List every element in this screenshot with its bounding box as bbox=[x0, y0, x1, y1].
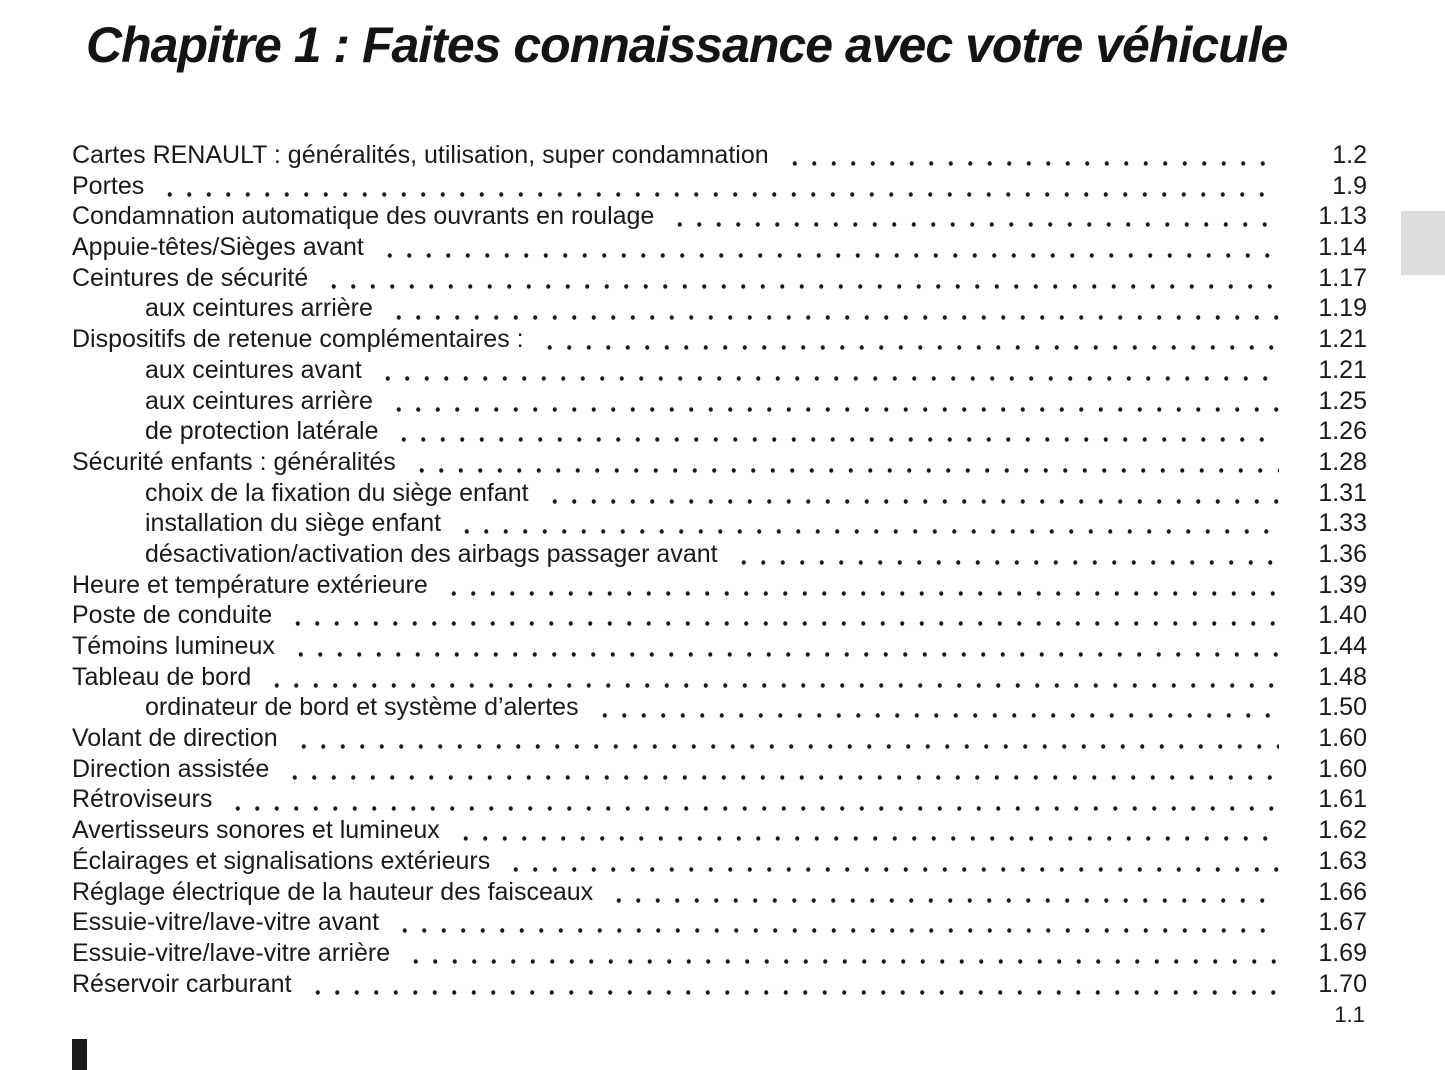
dotted-leader bbox=[156, 171, 1279, 202]
toc-entry-page: 1.14 bbox=[1318, 233, 1367, 262]
toc-entry bbox=[72, 171, 1367, 202]
dotted-leader bbox=[385, 293, 1279, 324]
toc-entry-label: Essuie-vitre/lave-vitre arrière bbox=[72, 938, 391, 967]
toc-entry-page: 1.17 bbox=[1318, 263, 1367, 292]
toc-entry-label: Sécurité enfants : généralités bbox=[72, 447, 396, 476]
toc-entry-page: 1.50 bbox=[1318, 693, 1367, 722]
toc-entry-page: 1.33 bbox=[1318, 509, 1367, 538]
toc-entry-page: 1.39 bbox=[1318, 570, 1367, 599]
dotted-leader bbox=[536, 324, 1279, 355]
dotted-leader bbox=[390, 416, 1279, 447]
toc-entry-label: Condamnation automatique des ouvrants en roulage bbox=[72, 202, 655, 231]
toc-entry-label: Tableau de bord bbox=[72, 662, 252, 691]
toc-entry bbox=[72, 416, 1367, 447]
dotted-leader bbox=[453, 508, 1279, 539]
toc-entry bbox=[72, 508, 1367, 539]
chapter-side-tab bbox=[1401, 211, 1445, 275]
toc-entry bbox=[72, 600, 1367, 631]
toc-entry bbox=[72, 447, 1367, 478]
toc-entry-page: 1.69 bbox=[1318, 938, 1367, 967]
toc-entry-page: 1.67 bbox=[1318, 908, 1367, 937]
dotted-leader bbox=[385, 386, 1279, 417]
toc-entry-page: 1.63 bbox=[1318, 846, 1367, 875]
toc-entry-label: Essuie-vitre/lave-vitre avant bbox=[72, 908, 380, 937]
toc-entry-label: Poste de conduite bbox=[72, 601, 273, 630]
footer-page-number: 1.1 bbox=[1334, 1002, 1365, 1027]
toc-entry-label: Direction assistée bbox=[72, 754, 270, 783]
toc-entry-label: Éclairages et signalisations extérieurs bbox=[72, 846, 491, 875]
toc-entry-page: 1.26 bbox=[1318, 417, 1367, 446]
toc-entry-label: Avertisseurs sonores et lumineux bbox=[72, 816, 440, 845]
dotted-leader bbox=[408, 447, 1279, 478]
dotted-leader bbox=[284, 600, 1279, 631]
toc-entry-label: Appuie-têtes/Sièges avant bbox=[72, 233, 364, 262]
toc-entry bbox=[72, 938, 1367, 969]
toc-entry bbox=[72, 662, 1367, 693]
dotted-leader bbox=[402, 938, 1279, 969]
toc-entry-page: 1.36 bbox=[1318, 539, 1367, 568]
toc-entry-label: Volant de direction bbox=[72, 724, 278, 753]
toc-entry-page: 1.40 bbox=[1318, 601, 1367, 630]
toc-entry-label: Dispositifs de retenue complémentaires : bbox=[72, 325, 524, 354]
toc-entry bbox=[72, 140, 1367, 171]
dotted-leader bbox=[374, 355, 1279, 386]
dotted-leader bbox=[591, 692, 1279, 723]
dotted-leader bbox=[452, 815, 1279, 846]
toc-entry-label: aux ceintures arrière bbox=[145, 294, 373, 323]
dotted-leader bbox=[730, 539, 1279, 570]
dotted-leader bbox=[666, 201, 1279, 232]
toc-entry bbox=[72, 232, 1367, 263]
toc-entry-page: 1.21 bbox=[1318, 325, 1367, 354]
toc-entry bbox=[72, 324, 1367, 355]
toc-entry-page: 1.62 bbox=[1318, 816, 1367, 845]
toc-entry-label: désactivation/activation des airbags passager avant bbox=[145, 539, 718, 568]
toc-entry-page: 1.28 bbox=[1318, 447, 1367, 476]
toc-entry bbox=[72, 263, 1367, 294]
toc-entry-page: 1.25 bbox=[1318, 386, 1367, 415]
dotted-leader bbox=[781, 140, 1279, 171]
toc-entry-page: 1.66 bbox=[1318, 877, 1367, 906]
toc-entry-page: 1.61 bbox=[1318, 785, 1367, 814]
dotted-leader bbox=[605, 877, 1279, 908]
toc-entry bbox=[72, 877, 1367, 908]
toc-entry bbox=[72, 631, 1367, 662]
dotted-leader bbox=[304, 969, 1279, 1000]
toc-entry-label: Témoins lumineux bbox=[72, 632, 275, 660]
toc-entry-page: 1.13 bbox=[1318, 202, 1367, 231]
chapter-title: Chapitre 1 : Faites connaissance avec votre véhicule bbox=[86, 17, 1288, 73]
toc-entry-page: 1.60 bbox=[1318, 724, 1367, 753]
toc-entry-label: Rétroviseurs bbox=[72, 785, 213, 814]
dotted-leader bbox=[541, 478, 1279, 509]
toc-entry bbox=[72, 815, 1367, 846]
toc-entry bbox=[72, 570, 1367, 601]
toc-entry bbox=[72, 969, 1367, 1000]
toc-entry bbox=[72, 692, 1367, 723]
toc-entry-page: 1.60 bbox=[1318, 754, 1367, 783]
toc-entry-page: 1.9 bbox=[1332, 171, 1367, 200]
toc-entry-label: de protection latérale bbox=[145, 417, 379, 446]
dotted-leader bbox=[263, 662, 1279, 693]
dotted-leader bbox=[290, 723, 1279, 754]
toc-entry-label: Cartes RENAULT : généralités, utilisation, super condamnation bbox=[72, 141, 769, 169]
toc-entry bbox=[72, 293, 1367, 324]
toc-entry bbox=[72, 846, 1367, 877]
toc-entry bbox=[72, 355, 1367, 386]
toc-entry-label: installation du siège enfant bbox=[145, 509, 442, 538]
toc-entry bbox=[72, 723, 1367, 754]
dotted-leader bbox=[376, 232, 1279, 263]
toc-list bbox=[72, 140, 1367, 999]
toc-entry-page: 1.70 bbox=[1318, 969, 1367, 998]
toc-entry-page: 1.2 bbox=[1332, 141, 1367, 169]
toc-entry-label: aux ceintures arrière bbox=[145, 386, 373, 415]
toc-entry bbox=[72, 754, 1367, 785]
dotted-leader bbox=[320, 263, 1279, 294]
dotted-leader bbox=[224, 784, 1279, 815]
toc-entry-page: 1.48 bbox=[1318, 662, 1367, 691]
toc-entry-page: 1.31 bbox=[1318, 478, 1367, 507]
dotted-leader bbox=[281, 754, 1279, 785]
toc-entry-page: 1.21 bbox=[1318, 355, 1367, 384]
toc-entry bbox=[72, 784, 1367, 815]
toc-entry-page: 1.44 bbox=[1318, 632, 1367, 660]
dotted-leader bbox=[440, 570, 1279, 601]
toc-entry bbox=[72, 539, 1367, 570]
dotted-leader bbox=[287, 631, 1279, 662]
toc-entry bbox=[72, 478, 1367, 509]
toc-entry bbox=[72, 907, 1367, 938]
print-registration-mark bbox=[72, 1039, 87, 1070]
toc-entry bbox=[72, 201, 1367, 232]
dotted-leader bbox=[502, 846, 1279, 877]
toc-entry-label: Portes bbox=[72, 171, 145, 200]
toc-entry bbox=[72, 386, 1367, 417]
toc-entry-label: choix de la fixation du siège enfant bbox=[145, 478, 529, 507]
toc-entry-label: Réservoir carburant bbox=[72, 969, 292, 998]
toc-entry-page: 1.19 bbox=[1318, 294, 1367, 323]
toc-entry-label: Ceintures de sécurité bbox=[72, 263, 309, 292]
toc-entry-label: ordinateur de bord et système d’alertes bbox=[145, 693, 579, 722]
dotted-leader bbox=[391, 907, 1279, 938]
toc-entry-label: Heure et température extérieure bbox=[72, 570, 428, 599]
toc-entry-label: aux ceintures avant bbox=[145, 355, 362, 384]
toc-entry-label: Réglage électrique de la hauteur des faisceaux bbox=[72, 877, 594, 906]
